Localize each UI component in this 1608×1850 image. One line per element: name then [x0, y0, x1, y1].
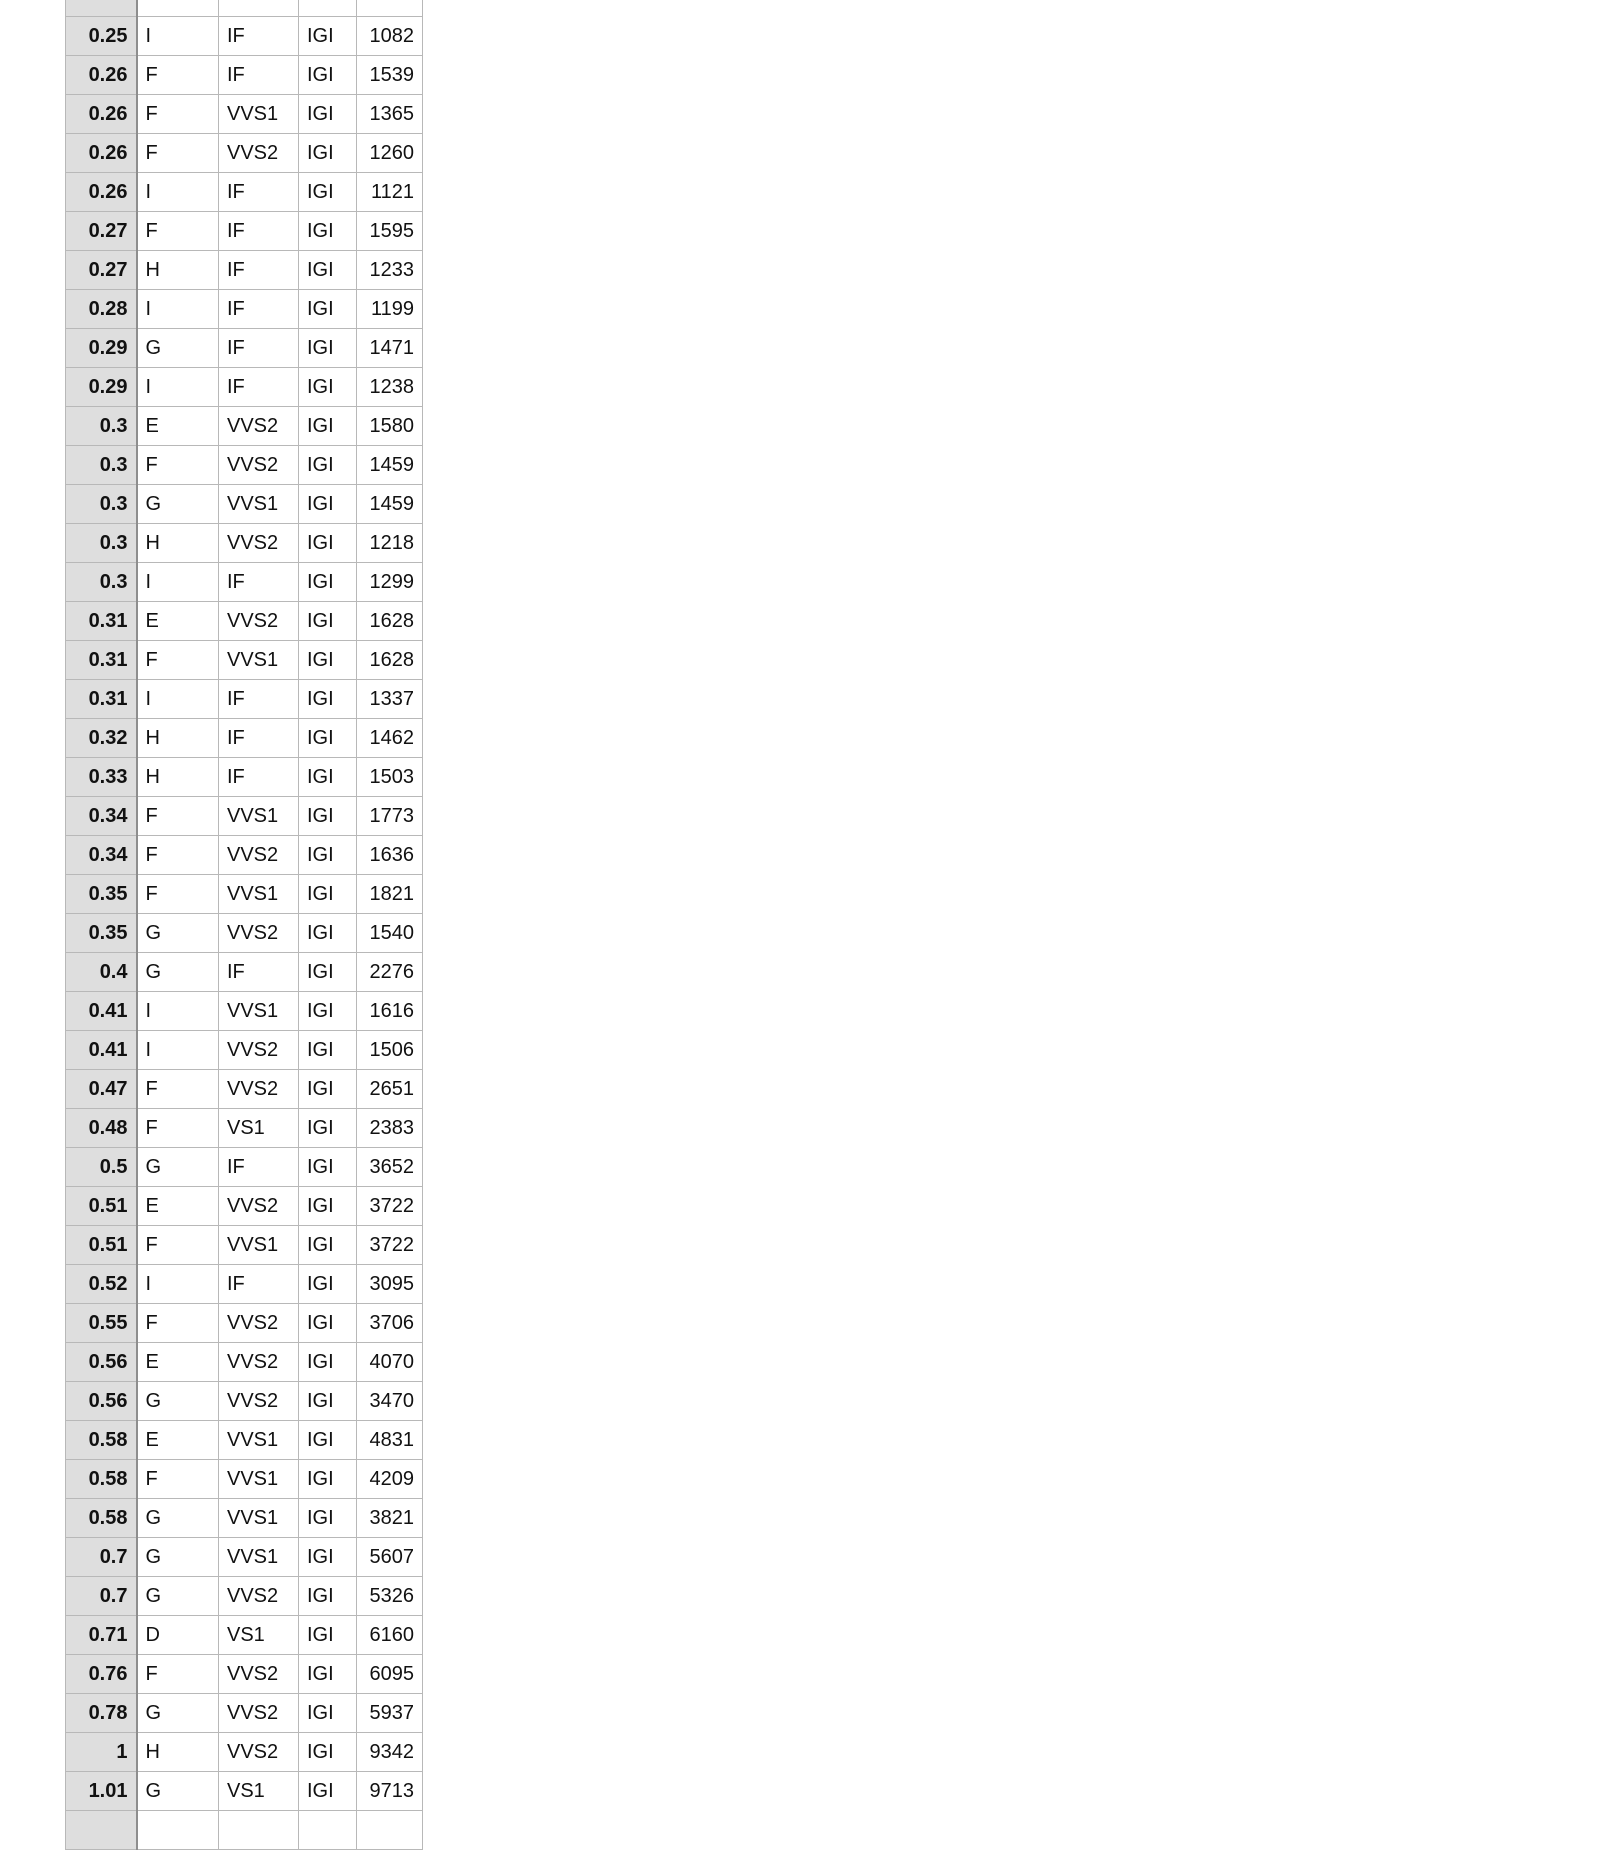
spreadsheet-grid [65, 0, 423, 1850]
clarity-cell[interactable]: VVS2 [219, 1304, 299, 1343]
lab-cell[interactable]: IGI [299, 1538, 357, 1577]
table-row [66, 1421, 423, 1460]
table-row [66, 1343, 423, 1382]
price-cell[interactable]: 1462 [357, 719, 423, 758]
carat-cell[interactable]: 0.51 [66, 1226, 137, 1265]
carat-cell[interactable]: 0.31 [66, 680, 137, 719]
lab-cell[interactable]: IGI [299, 1031, 357, 1070]
price-cell[interactable]: 1471 [357, 329, 423, 368]
price-cell[interactable]: 1238 [357, 368, 423, 407]
lab-cell[interactable]: IGI [299, 1616, 357, 1655]
table-row [66, 641, 423, 680]
table-row [66, 173, 423, 212]
color-cell[interactable]: F [137, 134, 219, 173]
lab-cell[interactable]: IGI [299, 56, 357, 95]
carat-cell[interactable]: 0.34 [66, 797, 137, 836]
clarity-cell[interactable]: IF [219, 368, 299, 407]
carat-cell[interactable]: 0.51 [66, 1187, 137, 1226]
clarity-cell[interactable]: IF [219, 680, 299, 719]
lab-cell[interactable]: IGI [299, 485, 357, 524]
color-cell[interactable] [137, 0, 219, 17]
color-cell[interactable]: I [137, 290, 219, 329]
carat-cell[interactable]: 0.56 [66, 1343, 137, 1382]
table-row [66, 836, 423, 875]
carat-cell[interactable]: 0.71 [66, 1616, 137, 1655]
color-cell[interactable]: G [137, 1382, 219, 1421]
price-cell[interactable]: 1821 [357, 875, 423, 914]
carat-cell[interactable]: 0.26 [66, 134, 137, 173]
table-row [66, 17, 423, 56]
price-cell[interactable]: 3095 [357, 1265, 423, 1304]
lab-cell[interactable]: IGI [299, 1694, 357, 1733]
color-cell[interactable]: F [137, 641, 219, 680]
price-cell[interactable] [357, 0, 423, 17]
clarity-cell[interactable]: VVS1 [219, 875, 299, 914]
color-cell[interactable]: E [137, 1421, 219, 1460]
carat-cell[interactable]: 0.3 [66, 446, 137, 485]
color-cell[interactable]: G [137, 1499, 219, 1538]
table-row [66, 134, 423, 173]
clarity-cell[interactable]: IF [219, 719, 299, 758]
clarity-cell[interactable]: IF [219, 212, 299, 251]
price-cell[interactable]: 4831 [357, 1421, 423, 1460]
table-row [66, 1499, 423, 1538]
price-cell[interactable]: 1459 [357, 485, 423, 524]
color-cell[interactable]: G [137, 914, 219, 953]
lab-cell[interactable]: IGI [299, 134, 357, 173]
price-cell[interactable]: 2383 [357, 1109, 423, 1148]
carat-cell[interactable]: 0.26 [66, 56, 137, 95]
price-cell[interactable]: 1459 [357, 446, 423, 485]
clarity-cell[interactable]: VVS2 [219, 836, 299, 875]
table-row [66, 953, 423, 992]
lab-cell[interactable]: IGI [299, 1304, 357, 1343]
clarity-cell[interactable]: VVS2 [219, 1070, 299, 1109]
price-cell[interactable]: 1773 [357, 797, 423, 836]
clarity-cell[interactable]: VVS2 [219, 914, 299, 953]
table-row [66, 329, 423, 368]
price-cell[interactable]: 9342 [357, 1733, 423, 1772]
clarity-cell[interactable]: IF [219, 758, 299, 797]
lab-cell[interactable]: IGI [299, 797, 357, 836]
lab-cell[interactable]: IGI [299, 1772, 357, 1811]
lab-cell[interactable]: IGI [299, 719, 357, 758]
lab-cell[interactable]: IGI [299, 251, 357, 290]
carat-cell[interactable] [66, 0, 137, 17]
clarity-cell[interactable]: VVS2 [219, 446, 299, 485]
lab-cell[interactable]: IGI [299, 1109, 357, 1148]
color-cell[interactable]: F [137, 95, 219, 134]
lab-cell[interactable]: IGI [299, 953, 357, 992]
lab-cell[interactable]: IGI [299, 992, 357, 1031]
lab-cell[interactable]: IGI [299, 407, 357, 446]
carat-cell[interactable]: 0.7 [66, 1538, 137, 1577]
clarity-cell[interactable]: VVS1 [219, 95, 299, 134]
carat-cell[interactable]: 0.3 [66, 524, 137, 563]
clarity-cell[interactable]: VVS1 [219, 1499, 299, 1538]
carat-cell[interactable]: 0.32 [66, 719, 137, 758]
carat-cell[interactable]: 0.31 [66, 641, 137, 680]
carat-cell[interactable]: 0.41 [66, 992, 137, 1031]
carat-cell[interactable]: 0.26 [66, 95, 137, 134]
table-row [66, 1616, 423, 1655]
color-cell[interactable]: I [137, 17, 219, 56]
price-cell[interactable]: 1503 [357, 758, 423, 797]
price-cell[interactable]: 4070 [357, 1343, 423, 1382]
clarity-cell[interactable]: IF [219, 1265, 299, 1304]
carat-cell[interactable]: 0.35 [66, 875, 137, 914]
carat-cell[interactable]: 0.58 [66, 1460, 137, 1499]
clarity-cell[interactable]: VVS2 [219, 602, 299, 641]
carat-cell[interactable]: 0.58 [66, 1421, 137, 1460]
price-cell[interactable]: 1580 [357, 407, 423, 446]
clarity-cell[interactable]: VVS2 [219, 407, 299, 446]
price-cell[interactable]: 1121 [357, 173, 423, 212]
color-cell[interactable]: I [137, 992, 219, 1031]
table-row [66, 290, 423, 329]
lab-cell[interactable]: IGI [299, 524, 357, 563]
price-cell[interactable]: 1628 [357, 641, 423, 680]
price-cell[interactable]: 1218 [357, 524, 423, 563]
carat-cell[interactable]: 0.41 [66, 1031, 137, 1070]
table-row [66, 251, 423, 290]
price-cell[interactable]: 3722 [357, 1226, 423, 1265]
clarity-cell[interactable]: IF [219, 953, 299, 992]
price-cell[interactable]: 3652 [357, 1148, 423, 1187]
carat-cell[interactable]: 0.5 [66, 1148, 137, 1187]
lab-cell[interactable]: IGI [299, 1577, 357, 1616]
carat-cell[interactable]: 0.27 [66, 251, 137, 290]
lab-cell[interactable]: IGI [299, 368, 357, 407]
lab-cell[interactable]: IGI [299, 836, 357, 875]
carat-cell[interactable]: 0.4 [66, 953, 137, 992]
clarity-cell[interactable]: VVS2 [219, 1343, 299, 1382]
price-cell[interactable]: 3821 [357, 1499, 423, 1538]
lab-cell[interactable]: IGI [299, 680, 357, 719]
color-cell[interactable]: F [137, 1109, 219, 1148]
clarity-cell[interactable]: VVS1 [219, 1460, 299, 1499]
carat-cell[interactable]: 0.34 [66, 836, 137, 875]
carat-cell[interactable]: 0.31 [66, 602, 137, 641]
clarity-cell[interactable]: VVS2 [219, 1031, 299, 1070]
lab-cell[interactable]: IGI [299, 1070, 357, 1109]
table-row [66, 56, 423, 95]
color-cell[interactable]: F [137, 1226, 219, 1265]
clarity-cell[interactable]: VVS2 [219, 1694, 299, 1733]
color-cell[interactable]: H [137, 1733, 219, 1772]
table-row [66, 524, 423, 563]
color-cell[interactable]: F [137, 1070, 219, 1109]
color-cell[interactable]: G [137, 329, 219, 368]
lab-cell[interactable]: IGI [299, 17, 357, 56]
carat-cell[interactable]: 0.52 [66, 1265, 137, 1304]
clarity-cell[interactable]: VVS2 [219, 1382, 299, 1421]
price-cell[interactable]: 3722 [357, 1187, 423, 1226]
price-cell[interactable]: 3706 [357, 1304, 423, 1343]
lab-cell[interactable]: IGI [299, 290, 357, 329]
table-row [66, 485, 423, 524]
clarity-cell[interactable]: IF [219, 56, 299, 95]
price-cell[interactable]: 1636 [357, 836, 423, 875]
lab-cell[interactable]: IGI [299, 602, 357, 641]
color-cell[interactable]: D [137, 1616, 219, 1655]
carat-cell[interactable]: 0.48 [66, 1109, 137, 1148]
table-row [66, 1694, 423, 1733]
table-row [66, 1655, 423, 1694]
table-row [66, 407, 423, 446]
carat-cell[interactable] [66, 1811, 137, 1850]
carat-cell[interactable]: 0.33 [66, 758, 137, 797]
clarity-cell[interactable]: IF [219, 251, 299, 290]
price-cell[interactable]: 1506 [357, 1031, 423, 1070]
lab-cell[interactable]: IGI [299, 1265, 357, 1304]
color-cell[interactable]: I [137, 563, 219, 602]
price-cell[interactable]: 5937 [357, 1694, 423, 1733]
price-cell[interactable]: 1337 [357, 680, 423, 719]
color-cell[interactable]: H [137, 251, 219, 290]
lab-cell[interactable]: IGI [299, 1382, 357, 1421]
color-cell[interactable]: I [137, 368, 219, 407]
lab-cell[interactable]: IGI [299, 1655, 357, 1694]
clarity-cell[interactable]: VVS1 [219, 1421, 299, 1460]
table-row [66, 1109, 423, 1148]
clarity-cell[interactable]: VVS2 [219, 134, 299, 173]
color-cell[interactable]: H [137, 524, 219, 563]
color-cell[interactable]: F [137, 1460, 219, 1499]
carat-cell[interactable]: 0.25 [66, 17, 137, 56]
clarity-cell[interactable]: VVS2 [219, 1655, 299, 1694]
clarity-cell[interactable]: IF [219, 563, 299, 602]
clarity-cell[interactable]: IF [219, 1148, 299, 1187]
clarity-cell[interactable] [219, 1811, 299, 1850]
clarity-cell[interactable]: VVS2 [219, 524, 299, 563]
clarity-cell[interactable]: VVS2 [219, 1577, 299, 1616]
color-cell[interactable]: H [137, 758, 219, 797]
table-row [66, 446, 423, 485]
table-row [66, 1577, 423, 1616]
price-cell[interactable]: 3470 [357, 1382, 423, 1421]
table-row [66, 212, 423, 251]
clarity-cell[interactable]: VS1 [219, 1616, 299, 1655]
lab-cell[interactable] [299, 1811, 357, 1850]
clarity-cell[interactable]: IF [219, 17, 299, 56]
color-cell[interactable]: E [137, 1343, 219, 1382]
clarity-cell[interactable]: VVS1 [219, 797, 299, 836]
carat-cell[interactable]: 0.58 [66, 1499, 137, 1538]
price-cell[interactable]: 1539 [357, 56, 423, 95]
table-row [66, 719, 423, 758]
price-cell[interactable]: 4209 [357, 1460, 423, 1499]
table-row [66, 1538, 423, 1577]
price-cell[interactable]: 1540 [357, 914, 423, 953]
color-cell[interactable]: I [137, 1265, 219, 1304]
lab-cell[interactable]: IGI [299, 875, 357, 914]
lab-cell[interactable]: IGI [299, 1226, 357, 1265]
color-cell[interactable]: F [137, 1655, 219, 1694]
carat-cell[interactable]: 0.29 [66, 368, 137, 407]
carat-cell[interactable]: 0.3 [66, 407, 137, 446]
carat-cell[interactable]: 0.29 [66, 329, 137, 368]
table-row [66, 1148, 423, 1187]
clarity-cell[interactable]: VVS1 [219, 641, 299, 680]
lab-cell[interactable]: IGI [299, 914, 357, 953]
clarity-cell[interactable]: VVS1 [219, 485, 299, 524]
price-cell[interactable]: 1616 [357, 992, 423, 1031]
color-cell[interactable]: E [137, 407, 219, 446]
carat-cell[interactable]: 0.27 [66, 212, 137, 251]
color-cell[interactable]: E [137, 1187, 219, 1226]
color-cell[interactable]: F [137, 56, 219, 95]
color-cell[interactable]: I [137, 173, 219, 212]
color-cell[interactable]: G [137, 485, 219, 524]
carat-cell[interactable]: 0.55 [66, 1304, 137, 1343]
lab-cell[interactable]: IGI [299, 1499, 357, 1538]
color-cell[interactable]: F [137, 446, 219, 485]
color-cell[interactable]: I [137, 1031, 219, 1070]
color-cell[interactable]: G [137, 1577, 219, 1616]
table-row [66, 0, 423, 17]
clarity-cell[interactable]: VVS1 [219, 1538, 299, 1577]
lab-cell[interactable]: IGI [299, 758, 357, 797]
carat-cell[interactable]: 0.35 [66, 914, 137, 953]
lab-cell[interactable]: IGI [299, 641, 357, 680]
table-row [66, 1070, 423, 1109]
clarity-cell[interactable]: VVS2 [219, 1187, 299, 1226]
price-cell[interactable]: 1082 [357, 17, 423, 56]
lab-cell[interactable]: IGI [299, 329, 357, 368]
color-cell[interactable]: F [137, 1304, 219, 1343]
color-cell[interactable]: E [137, 602, 219, 641]
lab-cell[interactable]: IGI [299, 1460, 357, 1499]
price-cell[interactable]: 5607 [357, 1538, 423, 1577]
table-row [66, 758, 423, 797]
lab-cell[interactable]: IGI [299, 1187, 357, 1226]
price-cell[interactable]: 5326 [357, 1577, 423, 1616]
clarity-cell[interactable]: IF [219, 290, 299, 329]
lab-cell[interactable]: IGI [299, 1421, 357, 1460]
lab-cell[interactable]: IGI [299, 173, 357, 212]
clarity-cell[interactable]: VS1 [219, 1772, 299, 1811]
clarity-cell[interactable]: IF [219, 329, 299, 368]
price-cell[interactable]: 1595 [357, 212, 423, 251]
clarity-cell[interactable] [219, 0, 299, 17]
color-cell[interactable]: I [137, 680, 219, 719]
clarity-cell[interactable]: VVS2 [219, 1733, 299, 1772]
carat-cell[interactable]: 1.01 [66, 1772, 137, 1811]
clarity-cell[interactable]: IF [219, 173, 299, 212]
table-row [66, 1187, 423, 1226]
price-cell[interactable]: 1233 [357, 251, 423, 290]
carat-cell[interactable]: 0.47 [66, 1070, 137, 1109]
clarity-cell[interactable]: VVS1 [219, 992, 299, 1031]
table-row [66, 914, 423, 953]
carat-cell[interactable]: 0.26 [66, 173, 137, 212]
table-row [66, 1460, 423, 1499]
carat-cell[interactable]: 0.76 [66, 1655, 137, 1694]
table-row [66, 368, 423, 407]
color-cell[interactable]: H [137, 719, 219, 758]
price-cell[interactable]: 1299 [357, 563, 423, 602]
carat-cell[interactable]: 0.3 [66, 485, 137, 524]
carat-cell[interactable]: 1 [66, 1733, 137, 1772]
table-row [66, 95, 423, 134]
lab-cell[interactable]: IGI [299, 446, 357, 485]
color-cell[interactable]: G [137, 953, 219, 992]
table-row [66, 1265, 423, 1304]
color-cell[interactable]: F [137, 875, 219, 914]
table-row [66, 1226, 423, 1265]
carat-cell[interactable]: 0.28 [66, 290, 137, 329]
clarity-cell[interactable]: VVS1 [219, 1226, 299, 1265]
color-cell[interactable]: F [137, 212, 219, 251]
table-row [66, 992, 423, 1031]
color-cell[interactable]: G [137, 1538, 219, 1577]
table-row [66, 1733, 423, 1772]
lab-cell[interactable]: IGI [299, 563, 357, 602]
lab-cell[interactable]: IGI [299, 212, 357, 251]
spreadsheet-body [66, 0, 423, 1850]
color-cell[interactable]: F [137, 797, 219, 836]
lab-cell[interactable]: IGI [299, 1343, 357, 1382]
carat-cell[interactable]: 0.3 [66, 563, 137, 602]
lab-cell[interactable]: IGI [299, 95, 357, 134]
price-cell[interactable]: 2276 [357, 953, 423, 992]
lab-cell[interactable]: IGI [299, 1733, 357, 1772]
price-cell[interactable]: 1628 [357, 602, 423, 641]
color-cell[interactable]: F [137, 836, 219, 875]
price-cell[interactable]: 9713 [357, 1772, 423, 1811]
table-row [66, 563, 423, 602]
price-cell[interactable]: 1199 [357, 290, 423, 329]
table-row [66, 1382, 423, 1421]
color-cell[interactable]: G [137, 1148, 219, 1187]
table-row [66, 602, 423, 641]
table-row [66, 1031, 423, 1070]
lab-cell[interactable]: IGI [299, 1148, 357, 1187]
lab-cell[interactable] [299, 0, 357, 17]
price-cell[interactable]: 1260 [357, 134, 423, 173]
price-cell[interactable]: 2651 [357, 1070, 423, 1109]
price-cell[interactable]: 6095 [357, 1655, 423, 1694]
table-row [66, 680, 423, 719]
table-row [66, 1772, 423, 1811]
price-cell[interactable] [357, 1811, 423, 1850]
color-cell[interactable]: G [137, 1694, 219, 1733]
price-cell[interactable]: 6160 [357, 1616, 423, 1655]
color-cell[interactable] [137, 1811, 219, 1850]
table-row [66, 797, 423, 836]
price-cell[interactable]: 1365 [357, 95, 423, 134]
table-row [66, 875, 423, 914]
table-row [66, 1811, 423, 1850]
carat-cell[interactable]: 0.56 [66, 1382, 137, 1421]
clarity-cell[interactable]: VS1 [219, 1109, 299, 1148]
table-row [66, 1304, 423, 1343]
carat-cell[interactable]: 0.7 [66, 1577, 137, 1616]
carat-cell[interactable]: 0.78 [66, 1694, 137, 1733]
color-cell[interactable]: G [137, 1772, 219, 1811]
